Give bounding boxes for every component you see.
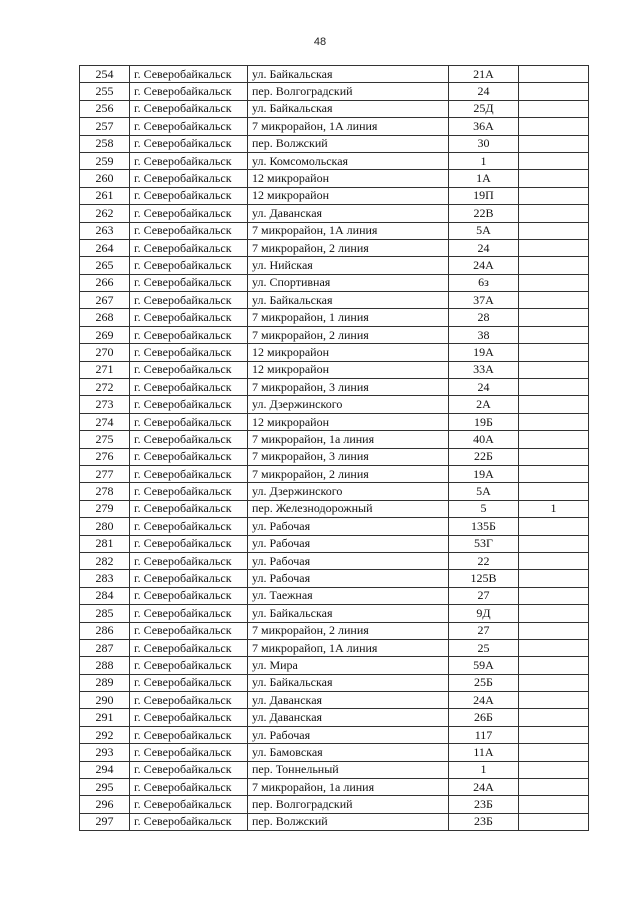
extra-cell — [519, 552, 589, 569]
row-number: 289 — [80, 674, 130, 691]
street-cell: 12 микрорайон — [248, 361, 449, 378]
house-cell: 23Б — [449, 813, 519, 830]
row-number: 285 — [80, 605, 130, 622]
row-number: 284 — [80, 587, 130, 604]
house-cell: 21А — [449, 66, 519, 83]
street-cell: 7 микрорайон, 1а линия — [248, 431, 449, 448]
address-table — [79, 65, 589, 831]
table-row — [80, 709, 589, 726]
extra-cell — [519, 257, 589, 274]
house-cell: 30 — [449, 135, 519, 152]
city-cell: г. Северобайкальск — [130, 761, 248, 778]
street-cell: пер. Железнодорожный — [248, 500, 449, 517]
table-row — [80, 170, 589, 187]
extra-cell — [519, 726, 589, 743]
city-cell: г. Северобайкальск — [130, 396, 248, 413]
street-cell: ул. Байкальская — [248, 674, 449, 691]
row-number: 291 — [80, 709, 130, 726]
house-cell: 5А — [449, 483, 519, 500]
extra-cell — [519, 639, 589, 656]
house-cell: 24 — [449, 239, 519, 256]
city-cell: г. Северобайкальск — [130, 483, 248, 500]
row-number: 254 — [80, 66, 130, 83]
table-row — [80, 657, 589, 674]
row-number: 282 — [80, 552, 130, 569]
table-row — [80, 622, 589, 639]
table-row — [80, 570, 589, 587]
table-row — [80, 605, 589, 622]
row-number: 290 — [80, 692, 130, 709]
street-cell: ул. Рабочая — [248, 570, 449, 587]
extra-cell — [519, 779, 589, 796]
table-row — [80, 796, 589, 813]
row-number: 293 — [80, 744, 130, 761]
city-cell: г. Северобайкальск — [130, 274, 248, 291]
city-cell: г. Северобайкальск — [130, 309, 248, 326]
table-row — [80, 500, 589, 517]
extra-cell — [519, 413, 589, 430]
city-cell: г. Северобайкальск — [130, 344, 248, 361]
extra-cell — [519, 66, 589, 83]
extra-cell — [519, 152, 589, 169]
city-cell: г. Северобайкальск — [130, 205, 248, 222]
city-cell: г. Северобайкальск — [130, 674, 248, 691]
extra-cell — [519, 135, 589, 152]
house-cell: 2А — [449, 396, 519, 413]
extra-cell — [519, 605, 589, 622]
row-number: 281 — [80, 535, 130, 552]
table-row — [80, 396, 589, 413]
row-number: 277 — [80, 465, 130, 482]
house-cell: 23Б — [449, 796, 519, 813]
extra-cell — [519, 309, 589, 326]
house-cell: 22Б — [449, 448, 519, 465]
row-number: 269 — [80, 326, 130, 343]
row-number: 257 — [80, 118, 130, 135]
city-cell: г. Северобайкальск — [130, 552, 248, 569]
table-row — [80, 483, 589, 500]
street-cell: 12 микрорайон — [248, 170, 449, 187]
table-row — [80, 326, 589, 343]
street-cell: ул. Мира — [248, 657, 449, 674]
house-cell: 19П — [449, 187, 519, 204]
street-cell: 7 микрорайон, 1а линия — [248, 779, 449, 796]
street-cell: 7 микрорайон, 1А линия — [248, 222, 449, 239]
extra-cell — [519, 205, 589, 222]
house-cell: 1А — [449, 170, 519, 187]
extra-cell: 1 — [519, 500, 589, 517]
table-row — [80, 535, 589, 552]
table-row — [80, 66, 589, 83]
city-cell: г. Северобайкальск — [130, 518, 248, 535]
street-cell: ул. Байкальская — [248, 100, 449, 117]
row-number: 280 — [80, 518, 130, 535]
city-cell: г. Северобайкальск — [130, 413, 248, 430]
table-row — [80, 413, 589, 430]
row-number: 283 — [80, 570, 130, 587]
row-number: 279 — [80, 500, 130, 517]
row-number: 272 — [80, 379, 130, 396]
row-number: 267 — [80, 292, 130, 309]
table-row — [80, 344, 589, 361]
house-cell: 6з — [449, 274, 519, 291]
city-cell: г. Северобайкальск — [130, 431, 248, 448]
house-cell: 19А — [449, 465, 519, 482]
city-cell: г. Северобайкальск — [130, 779, 248, 796]
table-row — [80, 587, 589, 604]
row-number: 273 — [80, 396, 130, 413]
house-cell: 24 — [449, 83, 519, 100]
extra-cell — [519, 518, 589, 535]
row-number: 297 — [80, 813, 130, 830]
row-number: 256 — [80, 100, 130, 117]
extra-cell — [519, 274, 589, 291]
street-cell: 7 микрорайон, 1А линия — [248, 118, 449, 135]
extra-cell — [519, 361, 589, 378]
city-cell: г. Северобайкальск — [130, 448, 248, 465]
city-cell: г. Северобайкальск — [130, 726, 248, 743]
extra-cell — [519, 292, 589, 309]
house-cell: 25Д — [449, 100, 519, 117]
row-number: 276 — [80, 448, 130, 465]
house-cell: 125В — [449, 570, 519, 587]
extra-cell — [519, 379, 589, 396]
extra-cell — [519, 326, 589, 343]
table-row — [80, 239, 589, 256]
table-row — [80, 552, 589, 569]
house-cell: 33А — [449, 361, 519, 378]
extra-cell — [519, 709, 589, 726]
table-row — [80, 274, 589, 291]
extra-cell — [519, 465, 589, 482]
extra-cell — [519, 431, 589, 448]
house-cell: 40А — [449, 431, 519, 448]
city-cell: г. Северобайкальск — [130, 361, 248, 378]
row-number: 275 — [80, 431, 130, 448]
street-cell: пер. Волгоградский — [248, 796, 449, 813]
house-cell: 26Б — [449, 709, 519, 726]
street-cell: пер. Волжский — [248, 135, 449, 152]
extra-cell — [519, 761, 589, 778]
street-cell: ул. Даванская — [248, 692, 449, 709]
house-cell: 36А — [449, 118, 519, 135]
street-cell: ул. Бамовская — [248, 744, 449, 761]
city-cell: г. Северобайкальск — [130, 465, 248, 482]
row-number: 271 — [80, 361, 130, 378]
table-row — [80, 222, 589, 239]
row-number: 260 — [80, 170, 130, 187]
extra-cell — [519, 100, 589, 117]
city-cell: г. Северобайкальск — [130, 605, 248, 622]
row-number: 274 — [80, 413, 130, 430]
city-cell: г. Северобайкальск — [130, 535, 248, 552]
table-row — [80, 448, 589, 465]
house-cell: 25Б — [449, 674, 519, 691]
house-cell: 27 — [449, 587, 519, 604]
table-row — [80, 135, 589, 152]
row-number: 264 — [80, 239, 130, 256]
street-cell: ул. Дзержинского — [248, 483, 449, 500]
table-row — [80, 83, 589, 100]
street-cell: ул. Нийская — [248, 257, 449, 274]
row-number: 268 — [80, 309, 130, 326]
city-cell: г. Северобайкальск — [130, 100, 248, 117]
street-cell: ул. Рабочая — [248, 535, 449, 552]
row-number: 266 — [80, 274, 130, 291]
street-cell: ул. Рабочая — [248, 726, 449, 743]
table-row — [80, 187, 589, 204]
extra-cell — [519, 622, 589, 639]
house-cell: 135Б — [449, 518, 519, 535]
city-cell: г. Северобайкальск — [130, 500, 248, 517]
row-number: 288 — [80, 657, 130, 674]
city-cell: г. Северобайкальск — [130, 379, 248, 396]
house-cell: 24А — [449, 257, 519, 274]
street-cell: пер. Волгоградский — [248, 83, 449, 100]
street-cell: 12 микрорайон — [248, 187, 449, 204]
street-cell: пер. Тоннельный — [248, 761, 449, 778]
house-cell: 53Г — [449, 535, 519, 552]
extra-cell — [519, 396, 589, 413]
street-cell: ул. Рабочая — [248, 518, 449, 535]
city-cell: г. Северобайкальск — [130, 66, 248, 83]
house-cell: 5А — [449, 222, 519, 239]
table-row — [80, 379, 589, 396]
house-cell: 22В — [449, 205, 519, 222]
city-cell: г. Северобайкальск — [130, 292, 248, 309]
house-cell: 1 — [449, 152, 519, 169]
table-row — [80, 465, 589, 482]
row-number: 261 — [80, 187, 130, 204]
row-number: 287 — [80, 639, 130, 656]
extra-cell — [519, 344, 589, 361]
extra-cell — [519, 83, 589, 100]
table-row — [80, 779, 589, 796]
city-cell: г. Северобайкальск — [130, 118, 248, 135]
extra-cell — [519, 587, 589, 604]
street-cell: пер. Волжский — [248, 813, 449, 830]
street-cell: 7 микрорайоп, 1А линия — [248, 639, 449, 656]
table-row — [80, 744, 589, 761]
house-cell: 11А — [449, 744, 519, 761]
table-row — [80, 761, 589, 778]
extra-cell — [519, 813, 589, 830]
house-cell: 38 — [449, 326, 519, 343]
street-cell: ул. Рабочая — [248, 552, 449, 569]
row-number: 255 — [80, 83, 130, 100]
table-row — [80, 726, 589, 743]
city-cell: г. Северобайкальск — [130, 135, 248, 152]
city-cell: г. Северобайкальск — [130, 796, 248, 813]
extra-cell — [519, 187, 589, 204]
page-number: 48 — [313, 36, 327, 48]
house-cell: 5 — [449, 500, 519, 517]
row-number: 294 — [80, 761, 130, 778]
street-cell: 7 микрорайон, 2 линия — [248, 326, 449, 343]
city-cell: г. Северобайкальск — [130, 257, 248, 274]
table-row — [80, 361, 589, 378]
table-row — [80, 639, 589, 656]
table-row — [80, 813, 589, 830]
city-cell: г. Северобайкальск — [130, 170, 248, 187]
street-cell: 12 микрорайон — [248, 344, 449, 361]
extra-cell — [519, 239, 589, 256]
extra-cell — [519, 118, 589, 135]
street-cell: 7 микрорайон, 2 линия — [248, 465, 449, 482]
row-number: 296 — [80, 796, 130, 813]
house-cell: 117 — [449, 726, 519, 743]
house-cell: 9Д — [449, 605, 519, 622]
house-cell: 24А — [449, 692, 519, 709]
address-table-body — [80, 66, 589, 831]
row-number: 295 — [80, 779, 130, 796]
extra-cell — [519, 744, 589, 761]
house-cell: 19А — [449, 344, 519, 361]
table-row — [80, 692, 589, 709]
extra-cell — [519, 796, 589, 813]
city-cell: г. Северобайкальск — [130, 813, 248, 830]
city-cell: г. Северобайкальск — [130, 692, 248, 709]
table-row — [80, 100, 589, 117]
extra-cell — [519, 657, 589, 674]
extra-cell — [519, 448, 589, 465]
city-cell: г. Северобайкальск — [130, 570, 248, 587]
street-cell: 7 микрорайон, 3 линия — [248, 379, 449, 396]
table-row — [80, 152, 589, 169]
city-cell: г. Северобайкальск — [130, 622, 248, 639]
city-cell: г. Северобайкальск — [130, 222, 248, 239]
street-cell: ул. Даванская — [248, 205, 449, 222]
row-number: 278 — [80, 483, 130, 500]
row-number: 270 — [80, 344, 130, 361]
extra-cell — [519, 483, 589, 500]
extra-cell — [519, 222, 589, 239]
house-cell: 28 — [449, 309, 519, 326]
extra-cell — [519, 692, 589, 709]
street-cell: 7 микрорайон, 2 линия — [248, 622, 449, 639]
row-number: 286 — [80, 622, 130, 639]
city-cell: г. Северобайкальск — [130, 187, 248, 204]
table-row — [80, 118, 589, 135]
street-cell: 12 микрорайон — [248, 413, 449, 430]
extra-cell — [519, 674, 589, 691]
city-cell: г. Северобайкальск — [130, 83, 248, 100]
street-cell: 7 микрорайон, 3 линия — [248, 448, 449, 465]
table-row — [80, 205, 589, 222]
street-cell: ул. Байкальская — [248, 66, 449, 83]
street-cell: 7 микрорайон, 1 линия — [248, 309, 449, 326]
street-cell: 7 микрорайон, 2 линия — [248, 239, 449, 256]
house-cell: 27 — [449, 622, 519, 639]
row-number: 259 — [80, 152, 130, 169]
house-cell: 24А — [449, 779, 519, 796]
street-cell: ул. Байкальская — [248, 292, 449, 309]
table-row — [80, 674, 589, 691]
row-number: 258 — [80, 135, 130, 152]
row-number: 292 — [80, 726, 130, 743]
street-cell: ул. Комсомольская — [248, 152, 449, 169]
house-cell: 19Б — [449, 413, 519, 430]
house-cell: 22 — [449, 552, 519, 569]
house-cell: 1 — [449, 761, 519, 778]
city-cell: г. Северобайкальск — [130, 709, 248, 726]
row-number: 265 — [80, 257, 130, 274]
street-cell: ул. Спортивная — [248, 274, 449, 291]
street-cell: ул. Таежная — [248, 587, 449, 604]
extra-cell — [519, 535, 589, 552]
table-row — [80, 431, 589, 448]
street-cell: ул. Дзержинского — [248, 396, 449, 413]
extra-cell — [519, 570, 589, 587]
table-row — [80, 518, 589, 535]
city-cell: г. Северобайкальск — [130, 587, 248, 604]
street-cell: ул. Байкальская — [248, 605, 449, 622]
row-number: 262 — [80, 205, 130, 222]
table-row — [80, 292, 589, 309]
city-cell: г. Северобайкальск — [130, 152, 248, 169]
house-cell: 37А — [449, 292, 519, 309]
city-cell: г. Северобайкальск — [130, 326, 248, 343]
row-number: 263 — [80, 222, 130, 239]
city-cell: г. Северобайкальск — [130, 639, 248, 656]
street-cell: ул. Даванская — [248, 709, 449, 726]
house-cell: 59А — [449, 657, 519, 674]
house-cell: 25 — [449, 639, 519, 656]
house-cell: 24 — [449, 379, 519, 396]
table-row — [80, 309, 589, 326]
city-cell: г. Северобайкальск — [130, 744, 248, 761]
city-cell: г. Северобайкальск — [130, 239, 248, 256]
table-row — [80, 257, 589, 274]
city-cell: г. Северобайкальск — [130, 657, 248, 674]
extra-cell — [519, 170, 589, 187]
